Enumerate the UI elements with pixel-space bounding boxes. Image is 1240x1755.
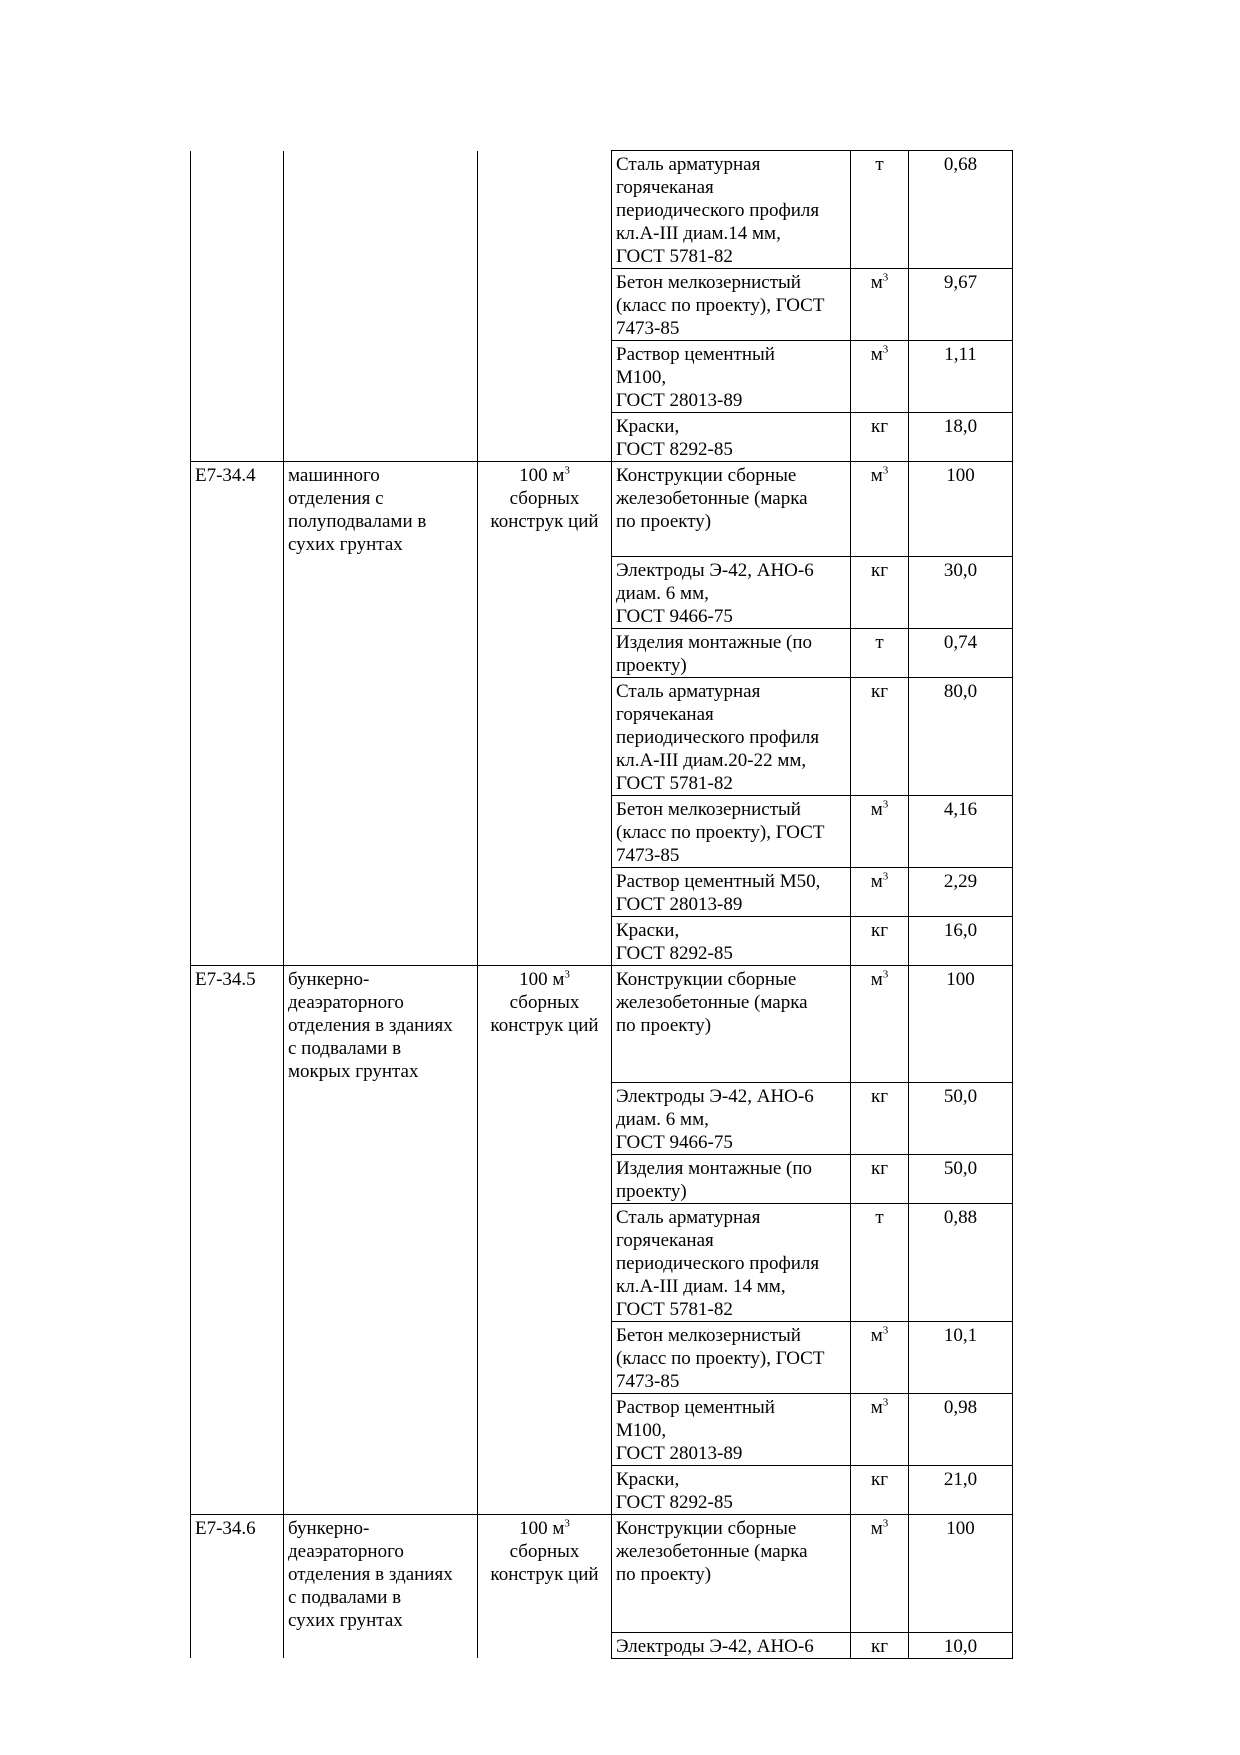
quantity-cell: 18,0 (909, 413, 1013, 462)
table-row (191, 269, 1013, 341)
work-description-cell (284, 916, 478, 965)
code-cell: Е7-34.6 (191, 1515, 284, 1633)
unit-cell (851, 628, 909, 677)
unit-text: м (870, 798, 883, 820)
resource-cell: Изделия монтажные (по проекту) (612, 1155, 851, 1204)
unit-cell (851, 341, 909, 413)
quantity-cell: 100 (909, 1515, 1013, 1633)
unit-cell (851, 867, 909, 916)
meter-cell (478, 151, 612, 269)
unit-text: м (870, 1518, 883, 1539)
work-description-cell (284, 1204, 478, 1322)
table-row (191, 462, 1013, 557)
table-row (191, 1155, 1013, 1204)
meter-cell (478, 462, 612, 557)
code-cell (191, 795, 284, 867)
quantity-cell: 16,0 (909, 916, 1013, 965)
unit-cell (851, 916, 909, 965)
work-description-cell (284, 1466, 478, 1515)
code-cell (191, 1394, 284, 1466)
meter-cell (478, 1515, 612, 1633)
meter-cell (478, 916, 612, 965)
unit-cell (851, 795, 909, 867)
resource-cell: Бетон мелкозернистый (класс по проекту), ГОСТ 7473-85 (612, 269, 851, 341)
work-description-cell (284, 628, 478, 677)
quantity-cell: 0,88 (909, 1204, 1013, 1322)
table-row (191, 867, 1013, 916)
table-row (191, 965, 1013, 1083)
quantity-cell: 80,0 (909, 677, 1013, 795)
code-cell (191, 1466, 284, 1515)
unit-text: м (870, 870, 883, 892)
code-cell (191, 1322, 284, 1394)
table-row (191, 677, 1013, 795)
code-cell (191, 1083, 284, 1155)
code-cell (191, 628, 284, 677)
table-row (191, 151, 1013, 269)
code-cell: Е7-34.4 (191, 462, 284, 557)
unit-superscript: 3 (882, 271, 889, 284)
table-row (191, 1515, 1013, 1633)
table-body (191, 151, 1013, 1659)
quantity-cell: 0,74 (909, 628, 1013, 677)
unit-text: м (870, 1397, 883, 1418)
resource-norms-table (190, 150, 1013, 1659)
quantity-cell: 0,68 (909, 151, 1013, 269)
meter-text: 100 м (519, 968, 565, 990)
work-description-cell: бункерно- деаэраторного отделения в зданиях с подвалами в сухих грунтах (284, 1515, 478, 1633)
resource-cell: Бетон мелкозернистый (класс по проекту), ГОСТ 7473-85 (612, 1322, 851, 1394)
unit-superscript: 3 (882, 464, 889, 477)
unit-superscript: 3 (882, 798, 889, 811)
table-row (191, 1322, 1013, 1394)
work-description-cell (284, 413, 478, 462)
resource-cell: Конструкции сборные железобетонные (марка по проекту) (612, 965, 851, 1083)
work-description-cell (284, 867, 478, 916)
work-description-cell (284, 1083, 478, 1155)
code-cell (191, 1204, 284, 1322)
resource-cell: Конструкции сборные железобетонные (марка по проекту) (612, 1515, 851, 1633)
resource-cell: Электроды Э-42, АНО-6 диам. 6 мм, ГОСТ 9466-75 (612, 1083, 851, 1155)
resource-cell: Сталь арматурная горячеканая периодического профиля кл.А-III диам. 14 мм, ГОСТ 5781-82 (612, 1204, 851, 1322)
table-row (191, 1394, 1013, 1466)
table-row (191, 341, 1013, 413)
unit-text: м (870, 344, 883, 365)
quantity-cell: 100 (909, 965, 1013, 1083)
meter-cell (478, 413, 612, 462)
unit-cell (851, 1632, 909, 1658)
code-cell (191, 867, 284, 916)
code-cell (191, 151, 284, 269)
unit-text: м (870, 968, 883, 990)
meter-cell (478, 1632, 612, 1658)
code-cell (191, 341, 284, 413)
unit-cell (851, 269, 909, 341)
unit-superscript: 3 (882, 1324, 889, 1337)
quantity-cell: 100 (909, 462, 1013, 557)
code-cell (191, 1632, 284, 1658)
meter-cell (478, 965, 612, 1083)
meter-superscript: 3 (564, 1517, 570, 1530)
quantity-cell: 50,0 (909, 1155, 1013, 1204)
work-description-cell (284, 677, 478, 795)
unit-superscript: 3 (882, 1396, 889, 1409)
meter-cell (478, 677, 612, 795)
table-row (191, 795, 1013, 867)
unit-cell (851, 1083, 909, 1155)
resource-cell: Изделия монтажные (по проекту) (612, 628, 851, 677)
table-row (191, 916, 1013, 965)
meter-text: 100 м (519, 465, 565, 486)
resource-cell: Раствор цементный М50, ГОСТ 28013-89 (612, 867, 851, 916)
quantity-cell: 21,0 (909, 1466, 1013, 1515)
work-description-cell (284, 1632, 478, 1658)
meter-cell (478, 867, 612, 916)
unit-text: м (870, 1325, 883, 1346)
meter-cell (478, 795, 612, 867)
meter-cell (478, 1204, 612, 1322)
quantity-cell: 50,0 (909, 1083, 1013, 1155)
meter-cell (478, 628, 612, 677)
table-row (191, 1632, 1013, 1658)
unit-text: кг (870, 919, 889, 941)
resource-cell: Конструкции сборные железобетонные (марка по проекту) (612, 462, 851, 557)
table-row (191, 1083, 1013, 1155)
unit-cell (851, 1155, 909, 1204)
meter-cell (478, 269, 612, 341)
work-description-cell (284, 269, 478, 341)
quantity-cell: 0,98 (909, 1394, 1013, 1466)
meter-cell (478, 341, 612, 413)
unit-text: кг (870, 680, 889, 702)
unit-text: т (875, 1207, 884, 1228)
work-description-cell: машинного отделения с полуподвалами в сухих грунтах (284, 462, 478, 557)
unit-cell (851, 1322, 909, 1394)
resource-cell: Раствор цементный М100, ГОСТ 28013-89 (612, 341, 851, 413)
code-cell (191, 677, 284, 795)
code-cell (191, 269, 284, 341)
unit-text: м (870, 465, 883, 486)
code-cell (191, 1155, 284, 1204)
norms-document-page (190, 150, 1013, 1659)
unit-cell (851, 965, 909, 1083)
work-description-cell (284, 556, 478, 628)
table-row (191, 628, 1013, 677)
unit-superscript: 3 (882, 343, 889, 356)
code-cell: Е7-34.5 (191, 965, 284, 1083)
code-cell (191, 413, 284, 462)
unit-cell (851, 413, 909, 462)
meter-cell (478, 1083, 612, 1155)
table-row (191, 556, 1013, 628)
unit-text: кг (870, 1469, 889, 1490)
work-description-cell (284, 1155, 478, 1204)
meter-text-rest: сборных конструк ций (490, 991, 599, 1036)
quantity-cell: 30,0 (909, 556, 1013, 628)
quantity-cell: 9,67 (909, 269, 1013, 341)
meter-cell (478, 1155, 612, 1204)
code-cell (191, 916, 284, 965)
unit-text: т (875, 154, 884, 175)
unit-text: т (875, 631, 884, 653)
unit-cell (851, 1394, 909, 1466)
resource-cell: Бетон мелкозернистый (класс по проекту), ГОСТ 7473-85 (612, 795, 851, 867)
meter-cell (478, 1322, 612, 1394)
unit-text: кг (870, 559, 889, 581)
quantity-cell: 4,16 (909, 795, 1013, 867)
unit-superscript: 3 (882, 870, 889, 883)
resource-cell: Электроды Э-42, АНО-6 (612, 1632, 851, 1658)
resource-cell: Краски, ГОСТ 8292-85 (612, 413, 851, 462)
table-row (191, 1204, 1013, 1322)
unit-cell (851, 462, 909, 557)
meter-text-rest: сборных конструк ций (490, 488, 599, 532)
meter-superscript: 3 (564, 968, 570, 981)
unit-text: кг (870, 416, 889, 437)
table-row (191, 413, 1013, 462)
quantity-cell: 10,1 (909, 1322, 1013, 1394)
unit-text: кг (870, 1635, 889, 1657)
work-description-cell (284, 1322, 478, 1394)
unit-superscript: 3 (882, 1517, 889, 1530)
unit-cell (851, 151, 909, 269)
unit-superscript: 3 (882, 968, 889, 981)
meter-cell (478, 556, 612, 628)
table-row (191, 1466, 1013, 1515)
resource-cell: Электроды Э-42, АНО-6 диам. 6 мм, ГОСТ 9466-75 (612, 556, 851, 628)
unit-cell (851, 677, 909, 795)
meter-text-rest: сборных конструк ций (490, 1541, 599, 1585)
meter-superscript: 3 (564, 464, 570, 477)
quantity-cell: 1,11 (909, 341, 1013, 413)
work-description-cell (284, 1394, 478, 1466)
code-cell (191, 556, 284, 628)
work-description-cell (284, 151, 478, 269)
unit-cell (851, 1204, 909, 1322)
unit-cell (851, 1466, 909, 1515)
resource-cell: Краски, ГОСТ 8292-85 (612, 916, 851, 965)
resource-cell: Сталь арматурная горячеканая периодического профиля кл.А-III диам.14 мм, ГОСТ 5781-82 (612, 151, 851, 269)
work-description-cell (284, 341, 478, 413)
unit-text: кг (870, 1158, 889, 1179)
resource-cell: Сталь арматурная горячеканая периодического профиля кл.А-III диам.20-22 мм, ГОСТ 5781-82 (612, 677, 851, 795)
meter-cell (478, 1394, 612, 1466)
work-description-cell (284, 795, 478, 867)
work-description-cell: бункерно- деаэраторного отделения в зданиях с подвалами в мокрых грунтах (284, 965, 478, 1083)
unit-cell (851, 1515, 909, 1633)
unit-cell (851, 556, 909, 628)
resource-cell: Краски, ГОСТ 8292-85 (612, 1466, 851, 1515)
meter-cell (478, 1466, 612, 1515)
unit-text: м (870, 272, 883, 293)
meter-text: 100 м (519, 1518, 565, 1539)
unit-text: кг (870, 1086, 889, 1107)
quantity-cell: 10,0 (909, 1632, 1013, 1658)
quantity-cell: 2,29 (909, 867, 1013, 916)
resource-cell: Раствор цементный М100, ГОСТ 28013-89 (612, 1394, 851, 1466)
